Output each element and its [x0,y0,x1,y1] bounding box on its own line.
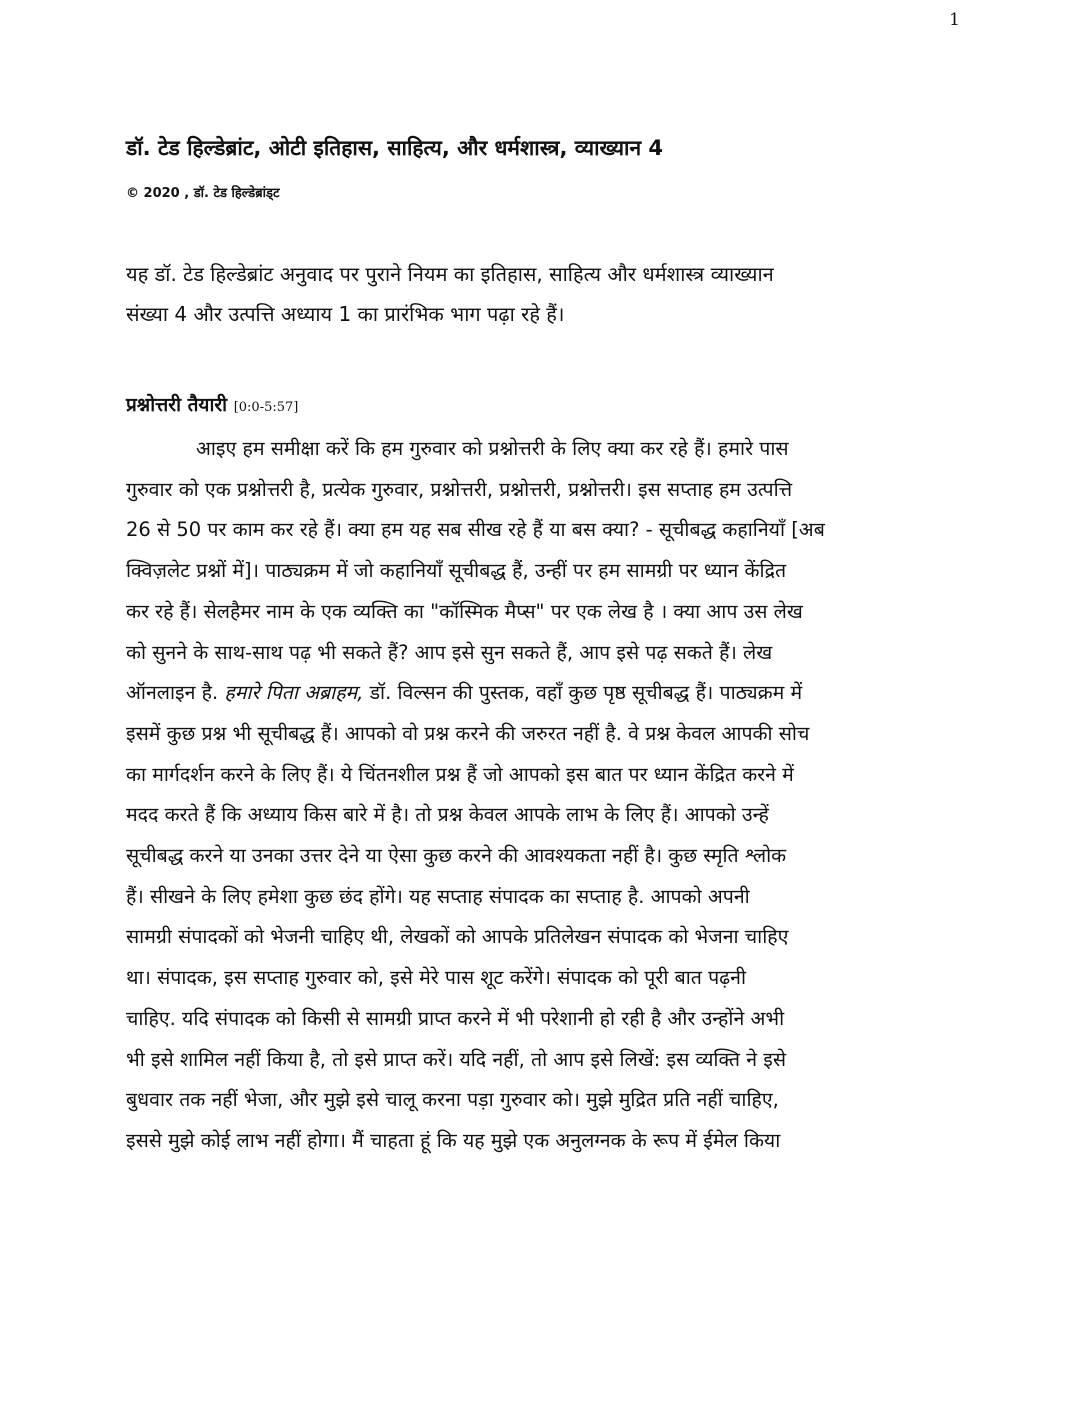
body-line: कर रहे हैं। सेलहैमर नाम के एक व्यक्ति का "कॉस्मिक मैप्स" पर एक लेख है । क्या आप उस लेख [126,599,803,623]
body-line: चाहिए. यदि संपादक को किसी से सामग्री प्राप्त करने में भी परेशानी हो रही है और उन्होंने अभी [126,1006,785,1030]
body-line: था। संपादक, इस सप्ताह गुरुवार को, इसे मेरे पास शूट करेंगे। संपादक को पूरी बात पढ़नी [126,966,747,990]
body-line: इससे मुझे कोई लाभ नहीं होगा। मैं चाहता हूं कि यह मुझे एक अनुलग्नक के रूप में ईमेल किया [126,1128,781,1152]
intro-line: संख्या 4 और उत्पत्ति अध्याय 1 का प्रारंभिक भाग पढ़ा रहे हैं। [126,302,565,326]
body-line: 26 से 50 पर काम कर रहे हैं। क्या हम यह सब सीख रहे हैं या बस क्या? - सूचीबद्ध कहानियाँ [अब [126,518,825,542]
book-title: हमारे पिता अब्राहम, [224,681,364,705]
body-line: सामग्री संपादकों को भेजनी चाहिए थी, लेखकों को आपके प्रतिलेखन संपादक को भेजना चाहिए [126,925,789,949]
body-line: क्विज़लेट प्रश्नों में]। पाठ्यक्रम में जो कहानियाँ सूचीबद्ध हैं, उन्हीं पर हम सामग्री पर ध्यान केंद्रित [126,559,787,583]
body-line: भी इसे शामिल नहीं किया है, तो इसे प्राप्त करें। यदि नहीं, तो आप इसे लिखें: इस व्यक्ति ने इसे [126,1047,787,1071]
section-timestamp: [0:0-5:57] [233,400,299,415]
body-text-segment: डॉ. विल्सन की पुस्तक, वहाँ कुछ पृष्ठ सूचीबद्ध हैं। पाठ्यक्रम में [363,681,803,705]
intro-paragraph [126,254,961,334]
body-line: हैं। सीखने के लिए हमेशा कुछ छंद होंगे। यह सप्ताह संपादक का सप्ताह है. आपको अपनी [126,884,750,908]
body-line: सूचीबद्ध करने या उनका उत्तर देने या ऐसा कुछ करने की आवश्यकता नहीं है। कुछ स्मृति श्लोक [126,844,787,868]
body-paragraph [126,429,962,1162]
body-line: को सुनने के साथ-साथ पढ़ भी सकते हैं? आप इसे सुन सकते हैं, आप इसे पढ़ सकते हैं। लेख [126,640,773,664]
body-line: का मार्गदर्शन करने के लिए हैं। ये चिंतनशील प्रश्न हैं जो आपको इस बात पर ध्यान केंद्रित करने में [126,762,794,786]
page-number: 1 [949,10,960,30]
body-line: इसमें कुछ प्रश्न भी सूचीबद्ध हैं। आपको वो प्रश्न करने की जरुरत नहीं है. वे प्रश्न केवल आपकी सोच [126,721,810,745]
body-text-segment: ऑनलाइन है. [126,681,225,705]
body-line: बुधवार तक नहीं भेजा, और मुझे इसे चालू करना पड़ा गुरुवार को। मुझे मुद्रित प्रति नहीं चाहिए, [126,1088,779,1112]
body-line: गुरुवार को एक प्रश्नोत्तरी है, प्रत्येक गुरुवार, प्रश्नोत्तरी, प्रश्नोत्तरी, प्रश्नोत्तरी। इस सप्ताह हम उत्पत्ति [126,477,793,501]
intro-line: यह डॉ. टेड हिल्डेब्रांट अनुवाद पर पुराने नियम का इतिहास, साहित्य और धर्मशास्त्र व्याख्यान [126,262,774,286]
document-title: डॉ. टेड हिल्डेब्रांट, ओटी इतिहास, साहित्य, और धर्मशास्त्र, व्याख्यान 4 [126,136,664,160]
body-line: आइए हम समीक्षा करें कि हम गुरुवार को प्रश्नोत्तरी के लिए क्या कर रहे हैं। हमारे पास [196,437,789,460]
section-heading [126,391,298,417]
section-heading-text: प्रश्नोत्तरी तैयारी [126,394,228,416]
copyright-notice: © 2020 , डॉ. टेड हिल्डेब्रांड्ट [126,186,280,201]
body-line-with-book-title [126,673,962,714]
body-line: मदद करते हैं कि अध्याय किस बारे में है। तो प्रश्न केवल आपके लाभ के लिए हैं। आपको उन्हें [126,803,769,827]
